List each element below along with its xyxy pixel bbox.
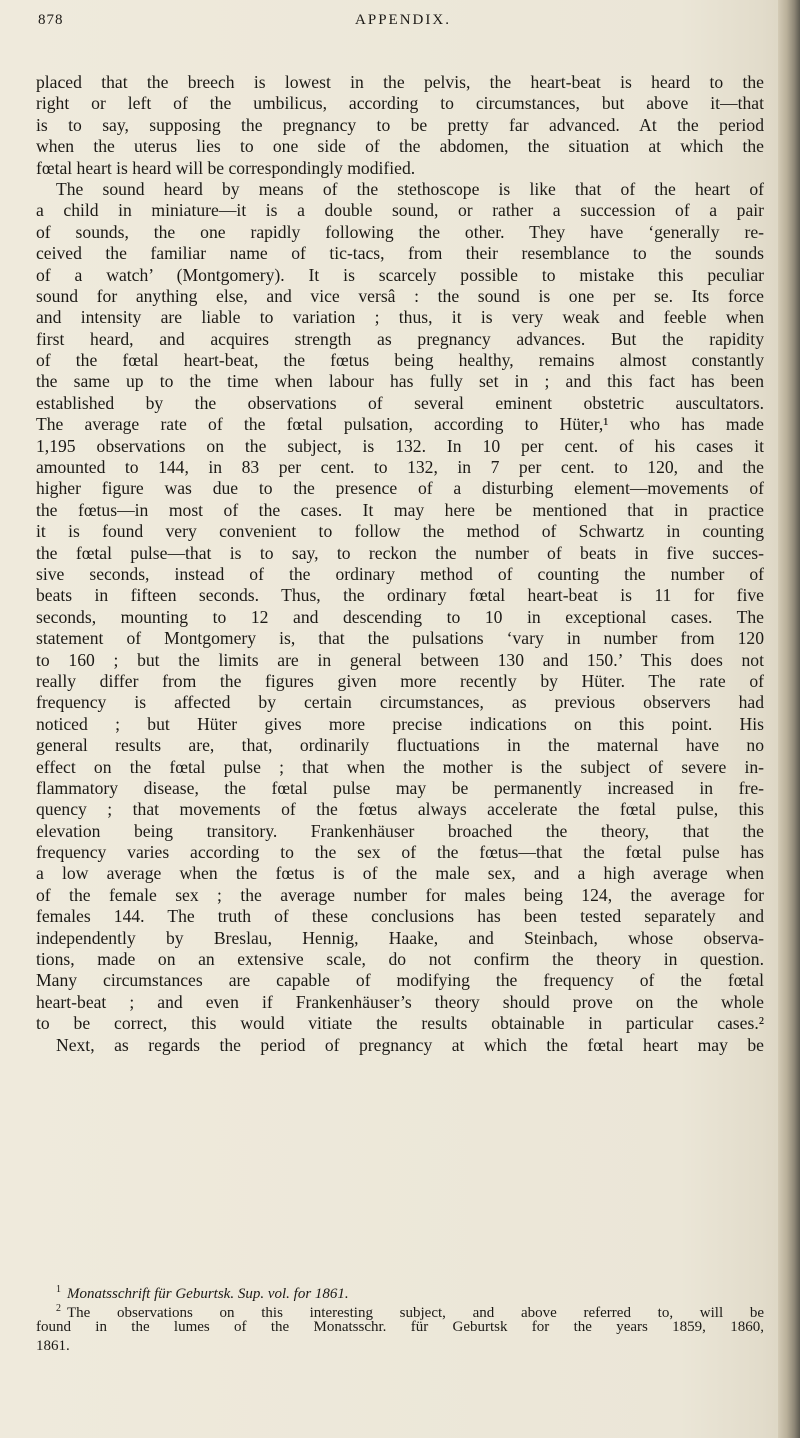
text-line: The average rate of the fœtal pulsation, according to Hüter,¹ who has made [36,414,764,435]
text-line: sound for anything else, and vice versâ : the sound is one per se. Its force [36,285,764,306]
body-text [36,72,764,1056]
text-line: statement of Montgomery is, that the pulsations ‘vary in number from 120 [36,628,764,649]
text-line: it is found very convenient to follow the method of Schwartz in counting [36,521,764,542]
running-head: APPENDIX. [355,12,451,28]
text-line: effect on the fœtal pulse ; that when the mother is the subject of severe in- [36,756,764,777]
text-line: ceived the familiar name of tic-tacs, from their resemblance to the sounds [36,243,764,264]
text-line: independently by Breslau, Hennig, Haake, and Steinbach, whose observa- [36,927,764,948]
text-line: the same up to the time when labour has fully set in ; and this fact has been [36,371,764,392]
text-line: first heard, and acquires strength as pregnancy advances. But the rapidity [36,328,764,349]
footnote-1 [36,1280,764,1302]
footnotes [36,1280,764,1356]
text-line: of sounds, the one rapidly following the other. They have ‘generally re- [36,221,764,242]
text-line: Many circumstances are capable of modifying the frequency of the fœtal [36,970,764,991]
text-line: to be correct, this would vitiate the results obtainable in particular cases.² [36,1013,764,1034]
text-line: really differ from the figures given more recently by Hüter. The rate of [36,670,764,691]
text-line: frequency is affected by certain circumstances, as previous observers had [36,692,764,713]
text-line: the fœtal pulse—that is to say, to reckon the number of beats in five succes- [36,542,764,563]
page-binding-edge [778,0,800,1438]
text-line: right or left of the umbilicus, according to circumstances, but above it—that [36,93,764,114]
text-line: fœtal heart is heard will be correspondingly modified. [36,157,416,178]
page-number: 878 [38,12,64,28]
footnote-2-line-1: The observations on this interesting subject, and above referred to, will be [67,1305,764,1321]
text-line: established by the observations of several eminent obstetric auscultators. [36,392,764,413]
text-line: quency ; that movements of the fœtus always accelerate the fœtal pulse, this [36,799,764,820]
text-line: is to say, supposing the pregnancy to be pretty far advanced. At the period [36,114,764,135]
text-line: beats in fifteen seconds. Thus, the ordinary fœtal heart-beat is 11 for five [36,585,764,606]
text-line: amounted to 144, in 83 per cent. to 132, in 7 per cent. to 120, and the [36,457,764,478]
page-header [38,12,768,38]
text-line: a low average when the fœtus is of the male sex, and a high average when [36,863,764,884]
text-line: and intensity are liable to variation ; thus, it is very weak and feeble when [36,307,764,328]
text-line: tions, made on an extensive scale, do not confirm the theory in question. [36,949,764,970]
footnote-1-text: Monatsschrift für Geburtsk. Sup. vol. for 1861. [67,1286,349,1302]
text-line: The sound heard by means of the stethoscope is like that of the heart of [56,178,764,199]
text-line: females 144. The truth of these conclusions has been tested separately and [36,906,764,927]
text-line: the fœtus—in most of the cases. It may here be mentioned that in practice [36,499,764,520]
text-line: when the uterus lies to one side of the abdomen, the situation at which the [36,136,764,157]
text-line: of the fœtal heart-beat, the fœtus being healthy, remains almost constantly [36,350,764,371]
footnote-1-marker: 1 [56,1284,61,1295]
text-line: elevation being transitory. Frankenhäuser broached the theory, that the [36,820,764,841]
text-line: higher figure was due to the presence of a disturbing element—movements of [36,478,764,499]
text-line: a child in miniature—it is a double sound, or rather a succession of a pair [36,200,764,221]
text-line: general results are, that, ordinarily fluctuations in the maternal have no [36,735,764,756]
text-line: Next, as regards the period of pregnancy at which the fœtal heart may be [56,1034,764,1055]
footnote-2 [36,1299,764,1321]
text-line: to 160 ; but the limits are in general between 130 and 150.’ This does not [36,649,764,670]
text-line: frequency varies according to the sex of the fœtus—that the fœtal pulse has [36,842,764,863]
text-line: sive seconds, instead of the ordinary method of counting the number of [36,563,764,584]
footnote-2-line-3: 1861. [36,1338,70,1354]
text-line: of a watch’ (Montgomery). It is scarcely possible to mistake this peculiar [36,264,764,285]
text-line: seconds, mounting to 12 and descending to 10 in exceptional cases. The [36,606,764,627]
text-line: flammatory disease, the fœtal pulse may be permanently increased in fre- [36,777,764,798]
text-line: noticed ; but Hüter gives more precise indications on this point. His [36,713,764,734]
text-line: placed that the breech is lowest in the pelvis, the heart-beat is heard to the [36,72,764,92]
footnote-2-marker: 2 [56,1303,61,1314]
text-line: of the female sex ; the average number for males being 124, the average for [36,884,764,905]
text-line: 1,195 observations on the subject, is 132. In 10 per cent. of his cases it [36,435,764,456]
footnote-2-line-2: found in the lumes of the Monatsschr. für Geburtsk for the years 1859, 1860, [36,1319,764,1335]
text-line: heart-beat ; and even if Frankenhäuser’s theory should prove on the whole [36,991,764,1012]
